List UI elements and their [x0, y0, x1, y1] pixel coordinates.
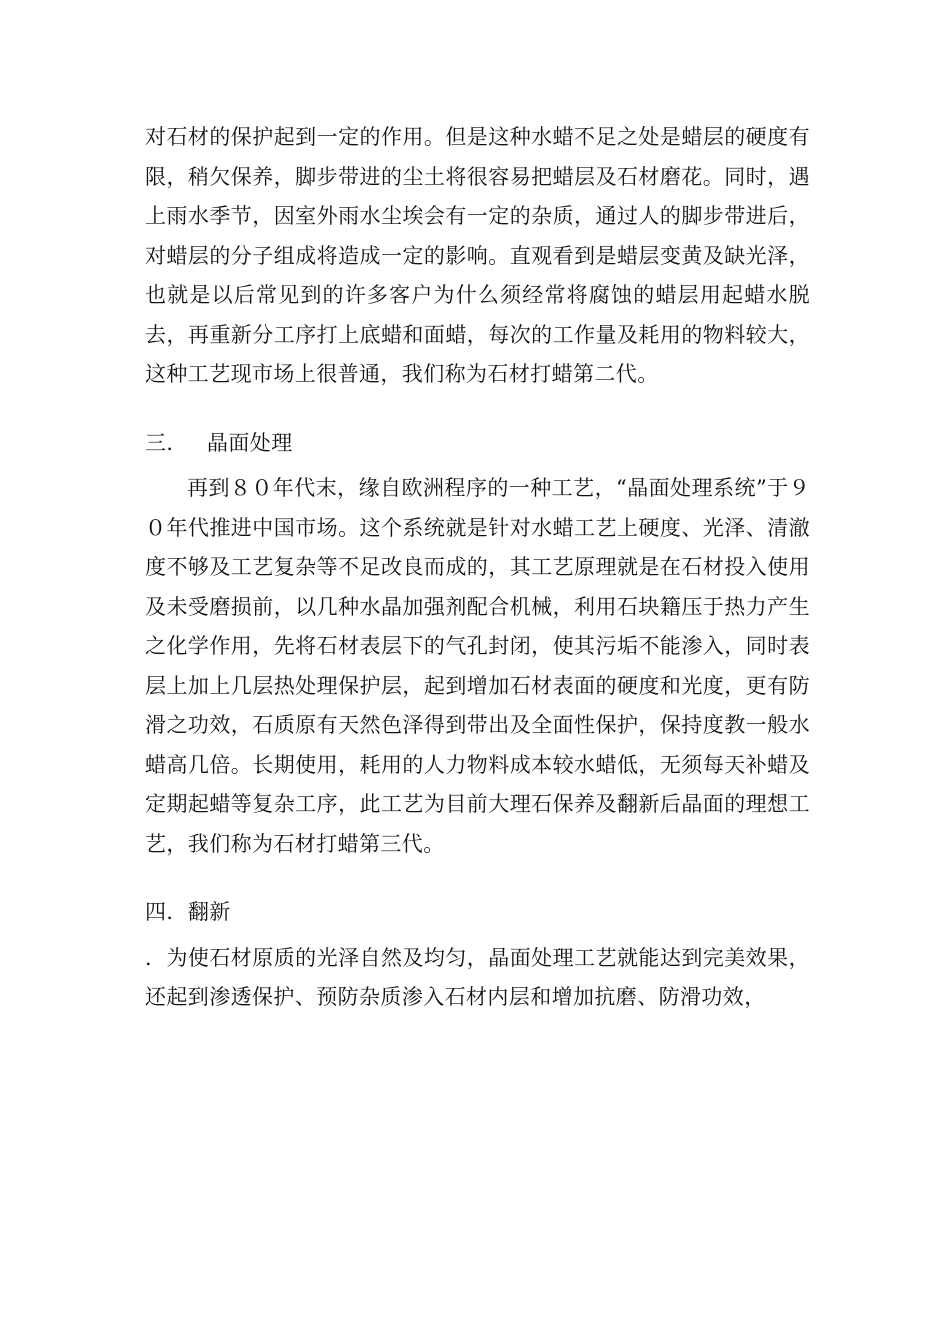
section-4-paragraph: ．为使石材原质的光泽自然及均匀，晶面处理工艺就能达到完美效果，还起到渗透保护、预防杂质渗入石材内层和增加抗磨、防滑功效， — [145, 945, 810, 1009]
section-number: 三． — [145, 430, 188, 455]
section-3-paragraph: 再到８０年代末，缘自欧洲程序的一种工艺，“晶面处理系统”于９０年代推进中国市场。这个系统就是针对水蜡工艺上硬度、光泽、清澈度不够及工艺复杂等不足改良而成的，其工艺原理就是在石材投入使用及未受磨损前，以几种水晶加强剂配合机械，利用石块籍压于热力产生之化学作用，先将石材表层下的气孔封闭，使其污垢不能渗入，同时表层上加上几层热处理保护层，起到增加石材表面的硬度和光度，更有防滑之功效，石质原有天然色泽得到带出及全面性保护，保持度教一般水蜡高几倍。长期使用，耗用的人力物料成本较水蜡低，无须每天补蜡及定期起蜡等复杂工序，此工艺为目前大理石保养及翻新后晶面的理想工艺，我们称为石材打蜡第三代。 — [145, 476, 810, 856]
paragraph-continuation: 对石材的保护起到一定的作用。但是这种水蜡不足之处是蜡层的硬度有限，稍欠保养，脚步带进的尘土将很容易把蜡层及石材磨花。同时，遇上雨水季节，因室外雨水尘埃会有一定的杂质，通过人的脚步带进后，对蜡层的分子组成将造成一定的影响。直观看到是蜡层变黄及缺光泽，也就是以后常见到的许多客户为什么须经常将腐蚀的蜡层用起蜡水脱去，再重新分工序打上底蜡和面蜡，每次的工作量及耗用的物料较大，这种工艺现市场上很普通，我们称为石材打蜡第二代。 — [145, 125, 810, 386]
section-title: 翻新 — [187, 900, 231, 924]
section-heading-3 — [145, 424, 810, 464]
section-title: 晶面处理 — [207, 430, 293, 455]
section-heading-4 — [145, 893, 810, 933]
document-body — [145, 118, 810, 1018]
section-number: 四． — [145, 900, 188, 924]
